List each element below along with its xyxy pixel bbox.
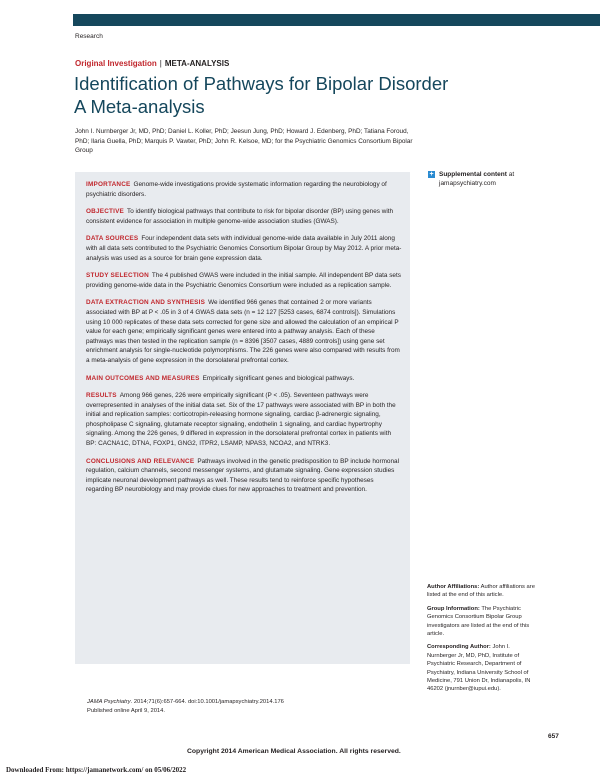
abstract-results: [86, 391, 402, 449]
abstract-study-selection: [86, 271, 402, 290]
abstract-body: We identified 966 genes that contained 2 or more variants associated with BP at P < .05 in 3 of 4 GWAS data sets (n = 12 127 [5253 cases, 6874 controls]). Simulations using 10 000 replicates of these data sets corrected for gene size and allowed the calculation of an empirical P value for each gene; empirically significant genes were entered into a pathway analysis. Each of these pathways was then tested in the replication sample (n = 8396 [3507 cases, 4889 controls]) using gene set enrichment analysis for single-nucleotide polymorphisms. The 226 genes were also compared with results from a meta-analysis of gene expression in the dorsolateral prefrontal cortex.: [86, 299, 400, 364]
supplemental-label[interactable]: Supplemental content: [439, 171, 507, 178]
group-information: [427, 605, 537, 639]
sidebar-body: The Psychiatric Genomics Consortium Bipolar Group investigators are listed at the end of this article.: [427, 605, 530, 638]
abstract-body: Empirically significant genes and biological pathways.: [202, 374, 355, 382]
title-line-2: A Meta-analysis: [74, 96, 205, 117]
meta-analysis-label: META-ANALYSIS: [164, 59, 230, 68]
abstract-data-sources: [86, 234, 402, 263]
title-line-1: Identification of Pathways for Bipolar Disorder: [74, 73, 449, 94]
copyright-notice: Copyright 2014 American Medical Association. All rights reserved.: [187, 748, 401, 755]
abstract-body: Genome-wide investigations provide systematic information regarding the neurobiology of psychiatric disorders.: [86, 181, 387, 198]
abstract-objective: [86, 207, 402, 226]
sidebar-body: Author affiliations are listed at the end of this article.: [427, 584, 535, 599]
abstract-heading: OBJECTIVE: [86, 208, 125, 216]
journal-name: JAMA Psychiatry: [87, 699, 131, 705]
sidebar-heading: Corresponding Author:: [427, 644, 491, 651]
author-info-sidebar: [427, 583, 537, 699]
abstract-body: Four independent data sets with individual genome-wide data available in July 2011 along with all data sets contributed to the Psychiatric Genomics Consortium Bipolar Group by May 2012. A prior meta-analysis was used as a source for brain gene expression data.: [86, 235, 402, 262]
abstract-body: Pathways involved in the genetic predisposition to BP include hormonal regulation, calcium channels, second messenger systems, and glutamate signaling. Gene expression studies implicate neuronal development pathways as well. These results tend to reinforce specific hypotheses regarding BP neurobiology and may provide clues for new approaches to treatment and prevention.: [86, 457, 399, 494]
citation-details: . 2014;71(6):657-664. doi:10.1001/jamapsychiatry.2014.176: [130, 699, 284, 705]
abstract-heading: STUDY SELECTION: [86, 272, 149, 280]
author-affiliations: [427, 583, 537, 600]
download-notice: Downloaded From: https://jamanetwork.com/ on 05/06/2022: [6, 766, 187, 774]
abstract-data-extraction: [86, 298, 402, 365]
abstract-main-outcomes: [86, 374, 402, 384]
supplemental-text[interactable]: [439, 170, 529, 188]
corresponding-author: [427, 643, 537, 693]
abstract-conclusions: [86, 457, 402, 495]
abstract-heading: DATA SOURCES: [86, 235, 139, 243]
citation: [87, 698, 284, 715]
sidebar-heading: Author Affiliations:: [427, 584, 480, 590]
abstract-heading: IMPORTANCE: [86, 181, 131, 188]
page-number: 657: [548, 733, 559, 740]
abstract-body: The 4 published GWAS were included in the initial sample. All independent BP data sets providing genome-wide data in the Psychiatric Genomics Consortium were included as a replication sample.: [86, 272, 401, 289]
header-bar: [73, 14, 600, 26]
abstract-heading: MAIN OUTCOMES AND MEASURES: [86, 374, 200, 382]
supplemental-link[interactable]: at jamapsychiatry.com: [439, 171, 515, 187]
sidebar-heading: Group Information:: [427, 605, 480, 612]
abstract-heading: DATA EXTRACTION AND SYNTHESIS: [86, 299, 206, 307]
plus-icon[interactable]: +: [429, 171, 434, 178]
abstract-body: Among 966 genes, 226 were empirically significant (P < .05). Seventeen pathways were overrepresented in analyses of the initial data set. Six of the 17 pathways were associated with BP in both the initial and replication samples: corticotropin-releasing hormone signaling, cardiac β-adrenergic signaling, phospholipase C signaling, glutamate receptor signaling, endothelin 1 signaling, and cardiac hypertrophy signaling. Among the 226 genes, 9 differed in expression in the dorsolateral prefrontal cortex in patients with BP: CACNA1C, DTNA, FOXP1, GNG2, ITPR2, LSAMP, NPAS3, NCOA2, and NTRK3.: [86, 392, 396, 448]
citation-line-1: [87, 698, 284, 707]
sidebar-body: John I. Nurnberger Jr, MD, PhD, Institute of Psychiatric Research, Department of Psychiatry, Indiana University School of Medicine, 791 Union Dr, Indianapolis, IN 46202 (jnurnber@iupui.edu).: [427, 644, 531, 693]
author-list: John I. Nurnberger Jr, MD, PhD; Daniel L. Koller, PhD; Jeesun Jung, PhD; Howard J. Edenberg, PhD; Tatiana Foroud, PhD; Ilaria Guella, PhD; Marquis P. Vawter, PhD; John R. Kelsoe, MD; for the Psychiatric Genomics Consortium Bipolar Group: [75, 128, 413, 154]
article-type: [75, 59, 229, 68]
abstract-body: To identify biological pathways that contribute to risk for bipolar disorder (BP) using genes with consistent evidence for association in multiple genome-wide association studies (GWAS).: [86, 208, 394, 225]
abstract-box: [75, 172, 410, 664]
abstract-importance: [86, 180, 402, 199]
abstract-heading: RESULTS: [86, 392, 117, 400]
article-type-separator: |: [159, 59, 162, 68]
abstract-heading: CONCLUSIONS AND RELEVANCE: [86, 457, 195, 465]
article-title: [74, 72, 534, 118]
section-label: Research: [75, 33, 103, 40]
citation-line-2: Published online April 9, 2014.: [87, 707, 165, 714]
article-type-label: Original Investigation: [75, 59, 157, 68]
